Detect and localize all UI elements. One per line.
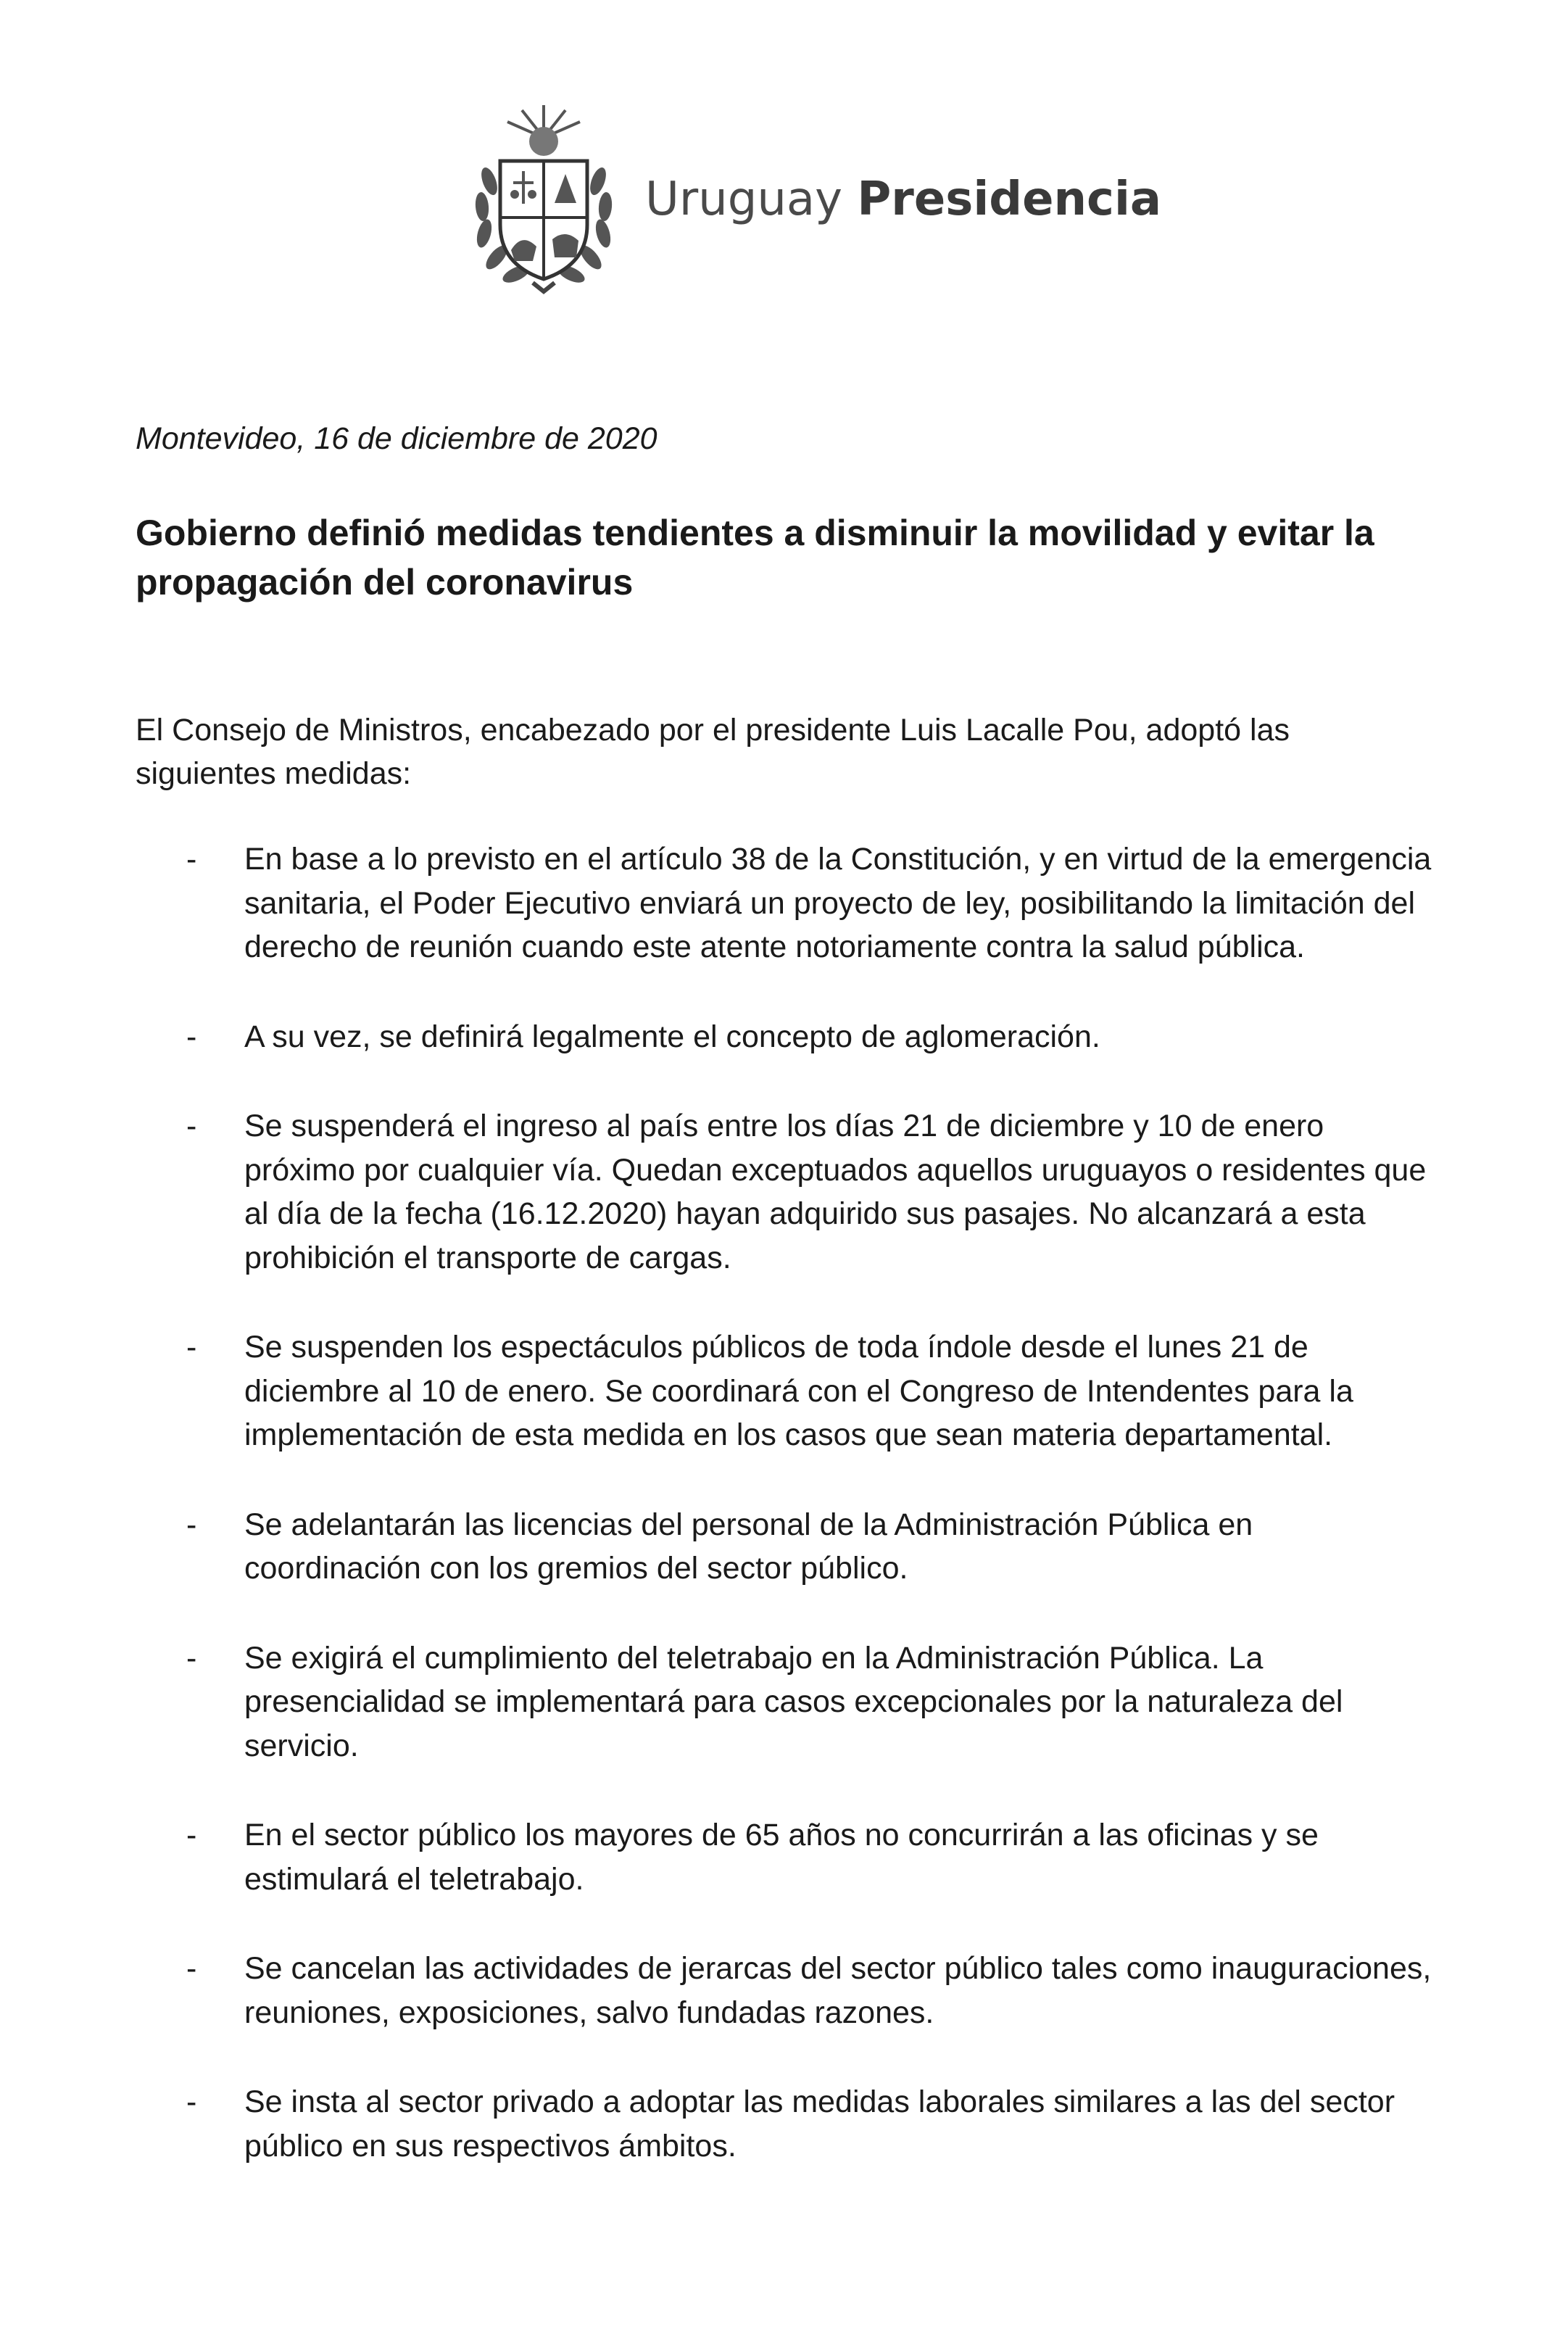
list-item [136,1104,1433,1280]
list-item-text: En base a lo previsto en el artículo 38 de la Constitución, y en virtud de la emergencia sanitaria, el Poder Ejecutivo enviará un proyecto de ley, posibilitando la limitación del derecho de reunión cuando este atente notoriamente contra la salud pública. [244,842,1432,964]
document-body [136,417,1433,2214]
list-item [136,1947,1433,2034]
bullet-dash: - [186,1951,197,1986]
header [464,102,1161,297]
list-item [136,1015,1433,1059]
list-item-text: Se suspenden los espectáculos públicos de toda índole desde el lunes 21 de diciembre al 10 de enero. Se coordinará con el Congreso de Intendentes para la implementación de esta medida en los casos que sean materia departamental. [244,1330,1353,1452]
brand-regular: Uruguay [645,173,842,226]
bullet-dash: - [186,1818,197,1852]
measures-list [136,837,1433,2168]
document-date: Montevideo, 16 de diciembre de 2020 [136,421,658,456]
document-title: Gobierno definió medidas tendientes a disminuir la movilidad y evitar la propagación del coronavirus [136,513,1374,603]
document-intro: El Consejo de Ministros, encabezado por el presidente Luis Lacalle Pou, adoptó las siguientes medidas: [136,713,1290,791]
list-item [136,2080,1433,2168]
brand-bold: Presidencia [857,173,1162,226]
brand-wordmark [645,173,1161,226]
bullet-dash: - [186,1507,197,1542]
list-item-text: Se suspenderá el ingreso al país entre los días 21 de diciembre y 10 de enero próximo por cualquier vía. Quedan exceptuados aquellos uruguayos o residentes que al día de la fecha (16.12.2020) hayan adquirido sus pasajes. No alcanzará a esta prohibición el transporte de cargas. [244,1109,1427,1275]
bullet-dash: - [186,1330,197,1365]
list-item-text: Se cancelan las actividades de jerarcas del sector público tales como inauguraciones, reuniones, exposiciones, salvo fundadas razones. [244,1951,1432,2030]
list-item [136,1636,1433,1768]
list-item-text: En el sector público los mayores de 65 años no concurrirán a las oficinas y se estimulará el teletrabajo. [244,1818,1319,1897]
bullet-dash: - [186,1640,197,1676]
list-item [136,837,1433,969]
bullet-dash: - [186,2084,197,2119]
list-item-text: Se adelantarán las licencias del personal de la Administración Pública en coordinación con los gremios del sector público. [244,1507,1253,1586]
list-item-text: Se exigirá el cumplimiento del teletrabajo en la Administración Pública. La presencialidad se implementará para casos excepcionales por la naturaleza del servicio. [244,1640,1343,1763]
bullet-dash: - [186,1109,197,1143]
bullet-dash: - [186,1019,197,1054]
coat-of-arms-icon [464,102,623,297]
list-item [136,1503,1433,1591]
list-item [136,1813,1433,1901]
list-item [136,1325,1433,1457]
list-item-text: A su vez, se definirá legalmente el concepto de aglomeración. [244,1019,1100,1054]
bullet-dash: - [186,842,197,877]
list-item-text: Se insta al sector privado a adoptar las medidas laborales similares a las del sector público en sus respectivos ámbitos. [244,2084,1395,2163]
